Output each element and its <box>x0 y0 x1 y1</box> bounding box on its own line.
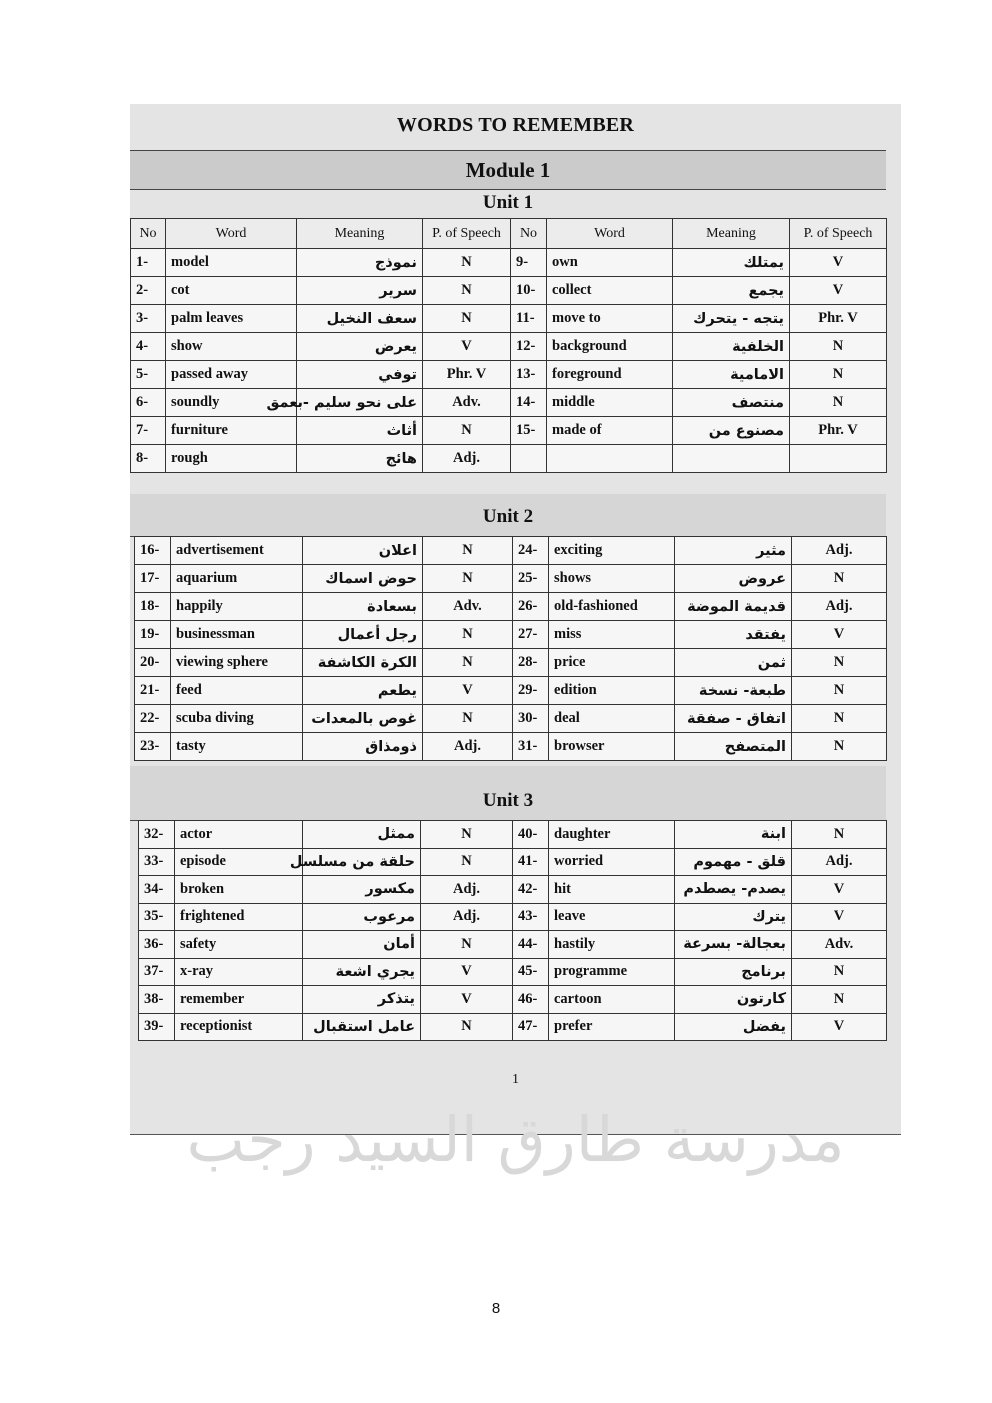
entry-word: furniture <box>166 417 297 445</box>
entry-number: 32- <box>139 821 175 849</box>
entry-word: own <box>547 249 673 277</box>
entry-word: rough <box>166 445 297 473</box>
entry-part-of-speech: N <box>423 621 513 649</box>
entry-meaning: بسعادة <box>303 593 423 621</box>
entry-number: 14- <box>511 389 547 417</box>
entry-number: 26- <box>513 593 549 621</box>
entry-number: 27- <box>513 621 549 649</box>
entry-part-of-speech: V <box>792 876 887 904</box>
entry-word: miss <box>549 621 675 649</box>
entry-part-of-speech: Adj. <box>421 903 513 931</box>
unit-1-title: Unit 1 <box>130 188 886 219</box>
entry-part-of-speech: N <box>423 565 513 593</box>
entry-word: move to <box>547 305 673 333</box>
table-row <box>135 537 887 565</box>
entry-part-of-speech: V <box>423 677 513 705</box>
entry-word: happily <box>171 593 303 621</box>
entry-meaning <box>673 445 790 473</box>
entry-number: 38- <box>139 986 175 1014</box>
entry-part-of-speech: N <box>421 821 513 849</box>
entry-part-of-speech: Adj. <box>421 876 513 904</box>
entry-part-of-speech: Adj. <box>423 733 513 761</box>
entry-meaning: قديمة الموضة <box>675 593 792 621</box>
table-row <box>131 277 887 305</box>
entry-number: 16- <box>135 537 171 565</box>
entry-number: 28- <box>513 649 549 677</box>
entry-number: 41- <box>513 848 549 876</box>
entry-word: middle <box>547 389 673 417</box>
header-no: No <box>511 219 547 249</box>
entry-word: price <box>549 649 675 677</box>
entry-part-of-speech: Adv. <box>792 931 887 959</box>
table-row <box>139 821 887 849</box>
entry-meaning: حوض اسماك <box>303 565 423 593</box>
entry-word: tasty <box>171 733 303 761</box>
entry-word: leave <box>549 903 675 931</box>
entry-meaning: عروض <box>675 565 792 593</box>
entry-word: episode <box>175 848 303 876</box>
entry-part-of-speech: N <box>792 565 887 593</box>
table-row <box>131 305 887 333</box>
unit-1-table <box>130 218 887 473</box>
entry-meaning: على نحو سليم -بعمق <box>297 389 423 417</box>
entry-number: 37- <box>139 958 175 986</box>
entry-part-of-speech: V <box>792 1013 887 1041</box>
entry-number: 2- <box>131 277 166 305</box>
entry-part-of-speech: Adv. <box>423 389 511 417</box>
entry-word: hit <box>549 876 675 904</box>
entry-number <box>511 445 547 473</box>
entry-word: daughter <box>549 821 675 849</box>
header-part-of-speech: P. of Speech <box>423 219 511 249</box>
entry-meaning: أمان <box>303 931 421 959</box>
entry-meaning: برنامج <box>675 958 792 986</box>
entry-meaning: ذومذاق <box>303 733 423 761</box>
entry-word: programme <box>549 958 675 986</box>
entry-part-of-speech: N <box>423 305 511 333</box>
entry-meaning: الخلفية <box>673 333 790 361</box>
page-number: 8 <box>491 1300 501 1317</box>
entry-number: 23- <box>135 733 171 761</box>
entry-part-of-speech: N <box>792 649 887 677</box>
entry-word: broken <box>175 876 303 904</box>
table-row <box>139 1013 887 1041</box>
table-header-row <box>131 219 887 249</box>
entry-word: collect <box>547 277 673 305</box>
entry-number: 12- <box>511 333 547 361</box>
inner-page-number: 1 <box>512 1072 519 1087</box>
entry-part-of-speech: N <box>790 389 887 417</box>
entry-number: 4- <box>131 333 166 361</box>
table-row <box>131 361 887 389</box>
header-word: Word <box>166 219 297 249</box>
entry-part-of-speech: V <box>790 277 887 305</box>
entry-number: 9- <box>511 249 547 277</box>
entry-part-of-speech: N <box>421 1013 513 1041</box>
entry-meaning: يجمع <box>673 277 790 305</box>
entry-word: cot <box>166 277 297 305</box>
entry-number: 8- <box>131 445 166 473</box>
entry-part-of-speech: N <box>792 705 887 733</box>
entry-number: 21- <box>135 677 171 705</box>
entry-word: palm leaves <box>166 305 297 333</box>
entry-word: browser <box>549 733 675 761</box>
module-title: Module 1 <box>465 158 551 182</box>
entry-part-of-speech: Adv. <box>423 593 513 621</box>
table-row <box>131 249 887 277</box>
entry-word: passed away <box>166 361 297 389</box>
entry-part-of-speech: Adj. <box>792 848 887 876</box>
entry-part-of-speech: N <box>792 958 887 986</box>
entry-part-of-speech: N <box>792 677 887 705</box>
entry-meaning: نموذج <box>297 249 423 277</box>
entry-number: 44- <box>513 931 549 959</box>
entry-meaning: يصدم- يصطدم <box>675 876 792 904</box>
entry-part-of-speech: N <box>423 277 511 305</box>
entry-word: model <box>166 249 297 277</box>
entry-part-of-speech: Adj. <box>423 445 511 473</box>
entry-meaning: يترك <box>675 903 792 931</box>
entry-meaning: طبعة- نسخة <box>675 677 792 705</box>
entry-meaning: غوص بالمعدات <box>303 705 423 733</box>
entry-part-of-speech: V <box>423 333 511 361</box>
table-row <box>131 389 887 417</box>
entry-number: 11- <box>511 305 547 333</box>
entry-number: 20- <box>135 649 171 677</box>
table-row <box>139 931 887 959</box>
entry-word: prefer <box>549 1013 675 1041</box>
entry-meaning: مثير <box>675 537 792 565</box>
entry-number: 47- <box>513 1013 549 1041</box>
table-row <box>135 677 887 705</box>
entry-meaning: حلقة من مسلسل <box>303 848 421 876</box>
entry-word: hastily <box>549 931 675 959</box>
entry-number: 33- <box>139 848 175 876</box>
entry-number: 39- <box>139 1013 175 1041</box>
entry-part-of-speech: Adj. <box>792 593 887 621</box>
entry-meaning: قلق - مهموم <box>675 848 792 876</box>
entry-word: advertisement <box>171 537 303 565</box>
entry-number: 40- <box>513 821 549 849</box>
table-row <box>131 333 887 361</box>
page-title: WORDS TO REMEMBER <box>396 114 635 136</box>
entry-part-of-speech: Phr. V <box>423 361 511 389</box>
entry-number: 22- <box>135 705 171 733</box>
entry-word: scuba diving <box>171 705 303 733</box>
entry-word: show <box>166 333 297 361</box>
entry-meaning: الكرة الكاشفة <box>303 649 423 677</box>
entry-meaning: سعف النخيل <box>297 305 423 333</box>
entry-word: cartoon <box>549 986 675 1014</box>
entry-meaning: أثاث <box>297 417 423 445</box>
table-row <box>131 417 887 445</box>
entry-part-of-speech: Phr. V <box>790 305 887 333</box>
unit-2-table <box>134 536 887 761</box>
entry-word: old-fashioned <box>549 593 675 621</box>
entry-meaning: اتفاق - صفقة <box>675 705 792 733</box>
table-row <box>135 565 887 593</box>
unit-2-title: Unit 2 <box>130 494 886 537</box>
entry-meaning: المتصفح <box>675 733 792 761</box>
entry-meaning: كارتون <box>675 986 792 1014</box>
entry-word: frightened <box>175 903 303 931</box>
entry-word: shows <box>549 565 675 593</box>
entry-word: foreground <box>547 361 673 389</box>
entry-word: deal <box>549 705 675 733</box>
table-row <box>131 445 887 473</box>
entry-word: businessman <box>171 621 303 649</box>
module-band <box>130 150 886 190</box>
entry-number: 18- <box>135 593 171 621</box>
entry-word: feed <box>171 677 303 705</box>
entry-number: 24- <box>513 537 549 565</box>
entry-number: 5- <box>131 361 166 389</box>
entry-meaning: مصنوع من <box>673 417 790 445</box>
entry-meaning: ابنة <box>675 821 792 849</box>
entry-part-of-speech: N <box>792 733 887 761</box>
entry-meaning: يتذكر <box>303 986 421 1014</box>
scanned-sheet <box>130 104 901 1134</box>
entry-number: 42- <box>513 876 549 904</box>
entry-meaning: هائج <box>297 445 423 473</box>
entry-number: 34- <box>139 876 175 904</box>
entry-meaning: يفضل <box>675 1013 792 1041</box>
entry-meaning: عامل استقبال <box>303 1013 421 1041</box>
entry-part-of-speech: N <box>421 848 513 876</box>
entry-part-of-speech: V <box>421 986 513 1014</box>
entry-part-of-speech: V <box>421 958 513 986</box>
header-meaning: Meaning <box>297 219 423 249</box>
entry-part-of-speech: N <box>792 821 887 849</box>
entry-number: 1- <box>131 249 166 277</box>
unit-3-title: Unit 3 <box>130 766 886 821</box>
entry-part-of-speech: N <box>423 249 511 277</box>
table-row <box>135 733 887 761</box>
entry-number: 19- <box>135 621 171 649</box>
entry-part-of-speech <box>790 445 887 473</box>
entry-number: 10- <box>511 277 547 305</box>
entry-word <box>547 445 673 473</box>
entry-word: edition <box>549 677 675 705</box>
entry-word: x-ray <box>175 958 303 986</box>
entry-meaning: يتجه - يتحرك <box>673 305 790 333</box>
entry-meaning: ممثل <box>303 821 421 849</box>
watermark-text: مدرسة طارق السيد رجب <box>186 1103 845 1176</box>
entry-number: 31- <box>513 733 549 761</box>
entry-number: 43- <box>513 903 549 931</box>
entry-meaning: يجري اشعة <box>303 958 421 986</box>
entry-part-of-speech: N <box>423 537 513 565</box>
entry-meaning: منتصف <box>673 389 790 417</box>
entry-number: 3- <box>131 305 166 333</box>
entry-meaning: ثمن <box>675 649 792 677</box>
entry-word: soundly <box>166 389 297 417</box>
table-row <box>139 876 887 904</box>
entry-part-of-speech: N <box>792 986 887 1014</box>
entry-part-of-speech: V <box>792 903 887 931</box>
entry-meaning: يطعم <box>303 677 423 705</box>
entry-part-of-speech: N <box>423 705 513 733</box>
entry-number: 45- <box>513 958 549 986</box>
entry-meaning: يعرض <box>297 333 423 361</box>
entry-word: made of <box>547 417 673 445</box>
table-row <box>135 593 887 621</box>
entry-meaning: يمتلك <box>673 249 790 277</box>
entry-meaning: مكسور <box>303 876 421 904</box>
entry-word: background <box>547 333 673 361</box>
entry-meaning: توفي <box>297 361 423 389</box>
entry-part-of-speech: N <box>423 649 513 677</box>
entry-part-of-speech: Adj. <box>792 537 887 565</box>
entry-part-of-speech: V <box>790 249 887 277</box>
header-no: No <box>131 219 166 249</box>
entry-word: exciting <box>549 537 675 565</box>
entry-meaning: مرعوب <box>303 903 421 931</box>
entry-word: viewing sphere <box>171 649 303 677</box>
entry-part-of-speech: N <box>790 333 887 361</box>
table-row <box>139 903 887 931</box>
table-row <box>135 621 887 649</box>
entry-number: 36- <box>139 931 175 959</box>
entry-meaning: اعلان <box>303 537 423 565</box>
table-row <box>135 705 887 733</box>
entry-meaning: رجل أعمال <box>303 621 423 649</box>
entry-part-of-speech: V <box>792 621 887 649</box>
entry-word: safety <box>175 931 303 959</box>
entry-number: 29- <box>513 677 549 705</box>
entry-number: 30- <box>513 705 549 733</box>
entry-number: 17- <box>135 565 171 593</box>
table-row <box>139 848 887 876</box>
header-word: Word <box>547 219 673 249</box>
entry-word: aquarium <box>171 565 303 593</box>
table-row <box>139 958 887 986</box>
header-meaning: Meaning <box>673 219 790 249</box>
entry-part-of-speech: N <box>423 417 511 445</box>
entry-meaning: الامامية <box>673 361 790 389</box>
entry-number: 6- <box>131 389 166 417</box>
entry-word: worried <box>549 848 675 876</box>
entry-number: 46- <box>513 986 549 1014</box>
entry-meaning: يفتقد <box>675 621 792 649</box>
entry-number: 25- <box>513 565 549 593</box>
entry-word: actor <box>175 821 303 849</box>
unit-3-table <box>138 820 887 1041</box>
entry-number: 15- <box>511 417 547 445</box>
entry-number: 7- <box>131 417 166 445</box>
entry-part-of-speech: Phr. V <box>790 417 887 445</box>
entry-number: 13- <box>511 361 547 389</box>
entry-part-of-speech: N <box>421 931 513 959</box>
header-part-of-speech: P. of Speech <box>790 219 887 249</box>
entry-meaning: بعجالة- بسرعة <box>675 931 792 959</box>
entry-part-of-speech: N <box>790 361 887 389</box>
entry-word: receptionist <box>175 1013 303 1041</box>
table-row <box>135 649 887 677</box>
entry-word: remember <box>175 986 303 1014</box>
table-row <box>139 986 887 1014</box>
entry-meaning: سرير <box>297 277 423 305</box>
entry-number: 35- <box>139 903 175 931</box>
